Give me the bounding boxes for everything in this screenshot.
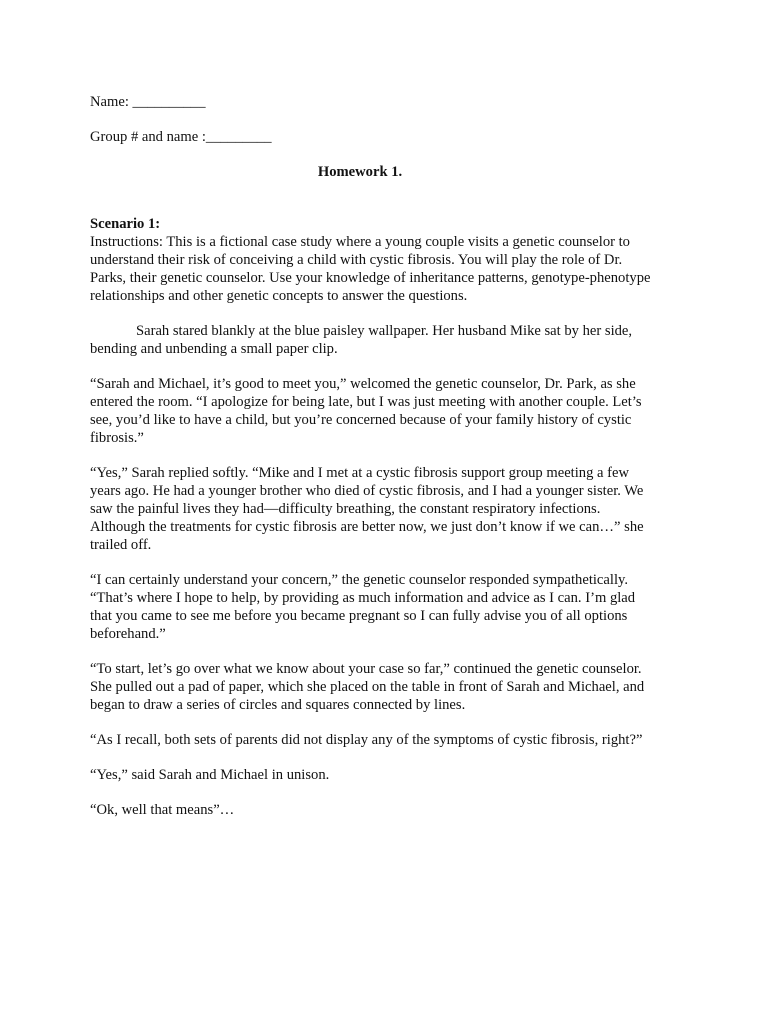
story-line: beforehand.”	[90, 626, 166, 642]
story-paragraph	[90, 322, 680, 358]
story-line: entered the room. “I apologize for being late, but I was just meeting with another couple. Let’s	[90, 394, 642, 410]
story-line: that you came to see me before you became pregnant so I can fully advise you of all options	[90, 608, 628, 624]
story-line: “I can certainly understand your concern,” the genetic counselor responded sympathetically.	[90, 572, 628, 588]
story-line: began to draw a series of circles and squares connected by lines.	[90, 697, 466, 713]
instructions-paragraph	[90, 233, 680, 305]
story-line: fibrosis.”	[90, 430, 144, 446]
story-paragraph	[90, 731, 680, 749]
story-paragraph	[90, 766, 680, 784]
name-field: Name: __________	[90, 94, 206, 110]
story-line: “That’s where I hope to help, by providing as much information and advice as I can. I’m glad	[90, 590, 636, 606]
document-page	[90, 93, 680, 836]
story-line: Although the treatments for cystic fibrosis are better now, we just don’t know if we can…” she	[90, 519, 644, 535]
story-line: bending and unbending a small paper clip.	[90, 341, 338, 357]
story-paragraph	[90, 660, 680, 714]
story-paragraph	[90, 375, 680, 447]
story-line: “Ok, well that means”…	[90, 802, 235, 818]
story-line: see, you’d like to have a child, but you’re concerned because of your family history of cystic	[90, 412, 632, 428]
story-line: saw the painful lives they had—difficulty breathing, the constant respiratory infections.	[90, 501, 601, 517]
story-paragraph	[90, 801, 680, 819]
story-line: “Yes,” said Sarah and Michael in unison.	[90, 767, 330, 783]
story-paragraph	[90, 571, 680, 643]
instructions-line: Instructions: This is a fictional case study where a young couple visits a genetic counselor to	[90, 234, 630, 250]
scenario-heading: Scenario 1:	[90, 216, 161, 232]
instructions-line: relationships and other genetic concepts to answer the questions.	[90, 288, 468, 304]
story-line: years ago. He had a younger brother who died of cystic fibrosis, and I had a younger sister. We	[90, 483, 644, 499]
story-line: “Sarah and Michael, it’s good to meet you,” welcomed the genetic counselor, Dr. Park, as she	[90, 376, 636, 392]
story-line: trailed off.	[90, 537, 152, 553]
group-field: Group # and name :_________	[90, 129, 272, 145]
page-title: Homework 1.	[317, 164, 403, 180]
story-line: “To start, let’s go over what we know about your case so far,” continued the genetic counselor.	[90, 661, 642, 677]
story-line: “Yes,” Sarah replied softly. “Mike and I met at a cystic fibrosis support group meeting a few	[90, 465, 630, 481]
instructions-line: Parks, their genetic counselor. Use your knowledge of inheritance patterns, genotype-phenotype	[90, 270, 651, 286]
story-line: Sarah stared blankly at the blue paisley wallpaper. Her husband Mike sat by her side,	[136, 323, 633, 339]
story-line: “As I recall, both sets of parents did not display any of the symptoms of cystic fibrosis, right?”	[90, 732, 643, 748]
story-paragraph	[90, 464, 680, 554]
instructions-line: understand their risk of conceiving a child with cystic fibrosis. You will play the role of Dr.	[90, 252, 623, 268]
story-line: She pulled out a pad of paper, which she placed on the table in front of Sarah and Michael, and	[90, 679, 645, 695]
